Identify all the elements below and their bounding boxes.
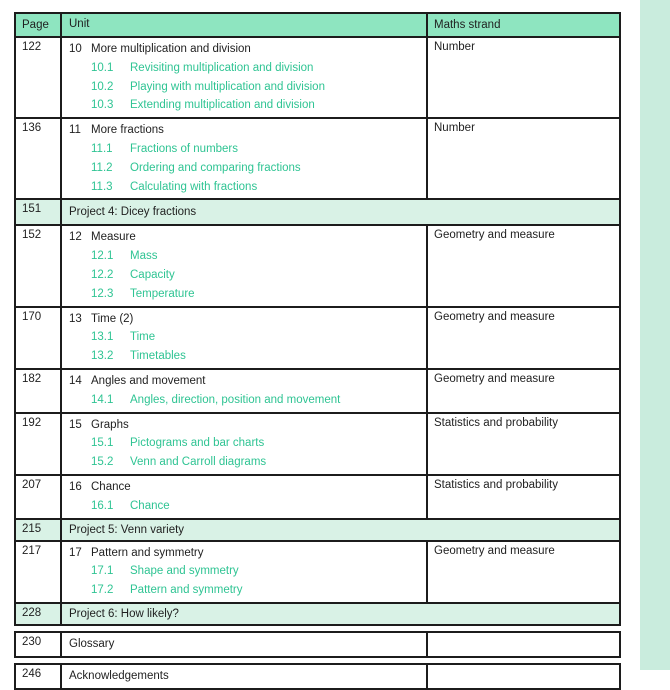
subunit-title: Extending multiplication and division — [130, 99, 315, 112]
subunit-number: 12.3 — [91, 287, 114, 300]
subunit-number: 12.1 — [91, 250, 114, 263]
unit-number: 17 — [69, 546, 82, 559]
subunit-title: Revisiting multiplication and division — [130, 61, 314, 74]
subunit-line — [62, 328, 422, 347]
subunit-line — [62, 59, 422, 78]
unit-title: Graphs — [91, 418, 129, 431]
page-number: 217 — [16, 542, 62, 602]
subunit-title: Shape and symmetry — [130, 565, 239, 578]
subunit-title: Timetables — [130, 350, 186, 363]
unit-number: 12 — [69, 231, 82, 244]
subunit-title: Mass — [130, 250, 158, 263]
unit-title-line — [62, 228, 422, 247]
table-row — [16, 370, 619, 414]
subunit-number: 17.1 — [91, 565, 114, 578]
subunit-title: Temperature — [130, 287, 195, 300]
subunit-line — [62, 140, 422, 159]
page-number: 230 — [16, 633, 62, 656]
unit-cell — [62, 226, 428, 305]
unit-title: Time (2) — [91, 312, 134, 325]
unit-number: 10 — [69, 43, 82, 55]
subunit-number: 10.2 — [91, 80, 114, 93]
subunit-number: 16.1 — [91, 499, 114, 512]
table-row — [16, 665, 619, 688]
page-number: 192 — [16, 414, 62, 474]
unit-title: Measure — [91, 231, 136, 244]
unit-title-line — [62, 416, 422, 435]
subunit-number: 13.2 — [91, 350, 114, 363]
subunit-number: 15.2 — [91, 456, 114, 469]
subunit-number: 11.1 — [91, 142, 113, 155]
subunit-number: 13.1 — [91, 331, 114, 344]
table-row — [16, 633, 619, 656]
unit-title-line — [62, 372, 422, 391]
maths-strand: Geometry and measure — [434, 229, 555, 242]
subunit-number: 14.1 — [91, 393, 114, 406]
header-page: Page — [16, 14, 62, 36]
subunit-title: Time — [130, 331, 156, 344]
table-row — [16, 119, 619, 200]
subunit-line — [62, 453, 422, 472]
unit-cell — [62, 308, 428, 368]
subunit-number: 17.2 — [91, 584, 114, 597]
subunit-title: Ordering and comparing fractions — [130, 161, 301, 174]
maths-strand: Statistics and probability — [434, 478, 559, 491]
section-title: Glossary — [62, 633, 428, 656]
page-number: 151 — [16, 200, 62, 224]
acknowledgements-box — [14, 663, 621, 690]
unit-title: More multiplication and division — [91, 43, 251, 55]
table-of-contents — [14, 12, 621, 690]
maths-strand: Statistics and probability — [434, 416, 559, 429]
unit-title-line — [62, 40, 422, 59]
unit-title-line — [62, 478, 422, 497]
unit-number: 16 — [69, 480, 82, 493]
subunit-line — [62, 178, 422, 197]
subunit-line — [62, 581, 422, 600]
project-title: Project 5: Venn variety — [69, 523, 185, 536]
project-title: Project 4: Dicey fractions — [69, 206, 197, 219]
project-row — [16, 604, 619, 624]
maths-strand: Number — [434, 122, 475, 135]
subunit-line — [62, 78, 422, 97]
maths-strand: Geometry and measure — [434, 544, 555, 557]
subunit-title: Venn and Carroll diagrams — [130, 456, 267, 469]
subunit-line — [62, 285, 422, 304]
glossary-box — [14, 631, 621, 658]
maths-strand: Number — [434, 41, 475, 53]
page-number: 136 — [16, 119, 62, 198]
table-row — [16, 226, 619, 307]
unit-number: 14 — [69, 374, 82, 387]
header-unit: Unit — [62, 14, 428, 36]
unit-number: 13 — [69, 312, 82, 325]
subunit-number: 11.3 — [91, 180, 113, 193]
unit-cell — [62, 119, 428, 198]
maths-strand-empty — [428, 633, 619, 656]
page-number: 182 — [16, 370, 62, 412]
unit-cell — [62, 414, 428, 474]
subunit-number: 11.2 — [91, 161, 113, 174]
subunit-title: Playing with multiplication and division — [130, 80, 325, 93]
subunit-title: Angles, direction, position and movement — [130, 393, 341, 406]
unit-cell — [62, 542, 428, 602]
unit-title: Angles and movement — [91, 374, 206, 387]
subunit-line — [62, 247, 422, 266]
subunit-number: 10.1 — [91, 61, 114, 74]
subunit-line — [62, 96, 422, 115]
unit-number: 11 — [69, 124, 81, 137]
page-number: 170 — [16, 308, 62, 368]
page-number: 228 — [16, 604, 62, 624]
table-row — [16, 476, 619, 520]
unit-title-line — [62, 310, 422, 329]
table-row — [16, 414, 619, 476]
subunit-line — [62, 562, 422, 581]
subunit-title: Chance — [130, 499, 170, 512]
unit-title: Chance — [91, 480, 131, 493]
subunit-line — [62, 391, 422, 410]
unit-title: Pattern and symmetry — [91, 546, 204, 559]
table-row — [16, 308, 619, 370]
project-row — [16, 200, 619, 226]
header-strand: Maths strand — [434, 19, 501, 31]
contents-table — [14, 12, 621, 626]
subunit-title: Pictograms and bar charts — [130, 437, 265, 450]
section-title: Acknowledgements — [62, 665, 428, 688]
subunit-line — [62, 434, 422, 453]
subunit-line — [62, 266, 422, 285]
project-title: Project 6: How likely? — [69, 607, 179, 620]
unit-cell — [62, 38, 428, 117]
subunit-line — [62, 159, 422, 178]
maths-strand: Geometry and measure — [434, 372, 555, 385]
unit-title-line — [62, 121, 422, 140]
page-edge-stripe — [640, 0, 670, 670]
table-row — [16, 542, 619, 604]
subunit-number: 10.3 — [91, 99, 114, 112]
table-row — [16, 38, 619, 119]
subunit-title: Capacity — [130, 268, 175, 281]
unit-number: 15 — [69, 418, 82, 431]
page-number: 215 — [16, 520, 62, 540]
unit-cell — [62, 476, 428, 518]
unit-cell — [62, 370, 428, 412]
subunit-line — [62, 497, 422, 516]
maths-strand: Geometry and measure — [434, 310, 555, 323]
page-number: 122 — [16, 38, 62, 117]
subunit-number: 12.2 — [91, 268, 114, 281]
page-number: 152 — [16, 226, 62, 305]
subunit-line — [62, 347, 422, 366]
unit-title-line — [62, 544, 422, 563]
table-header-row — [16, 14, 619, 38]
project-row — [16, 520, 619, 542]
subunit-title: Calculating with fractions — [130, 180, 258, 193]
unit-title: More fractions — [91, 124, 164, 137]
subunit-title: Fractions of numbers — [130, 142, 239, 155]
page-number: 207 — [16, 476, 62, 518]
maths-strand-empty — [428, 665, 619, 688]
page-number: 246 — [16, 665, 62, 688]
subunit-number: 15.1 — [91, 437, 114, 450]
subunit-title: Pattern and symmetry — [130, 584, 243, 597]
